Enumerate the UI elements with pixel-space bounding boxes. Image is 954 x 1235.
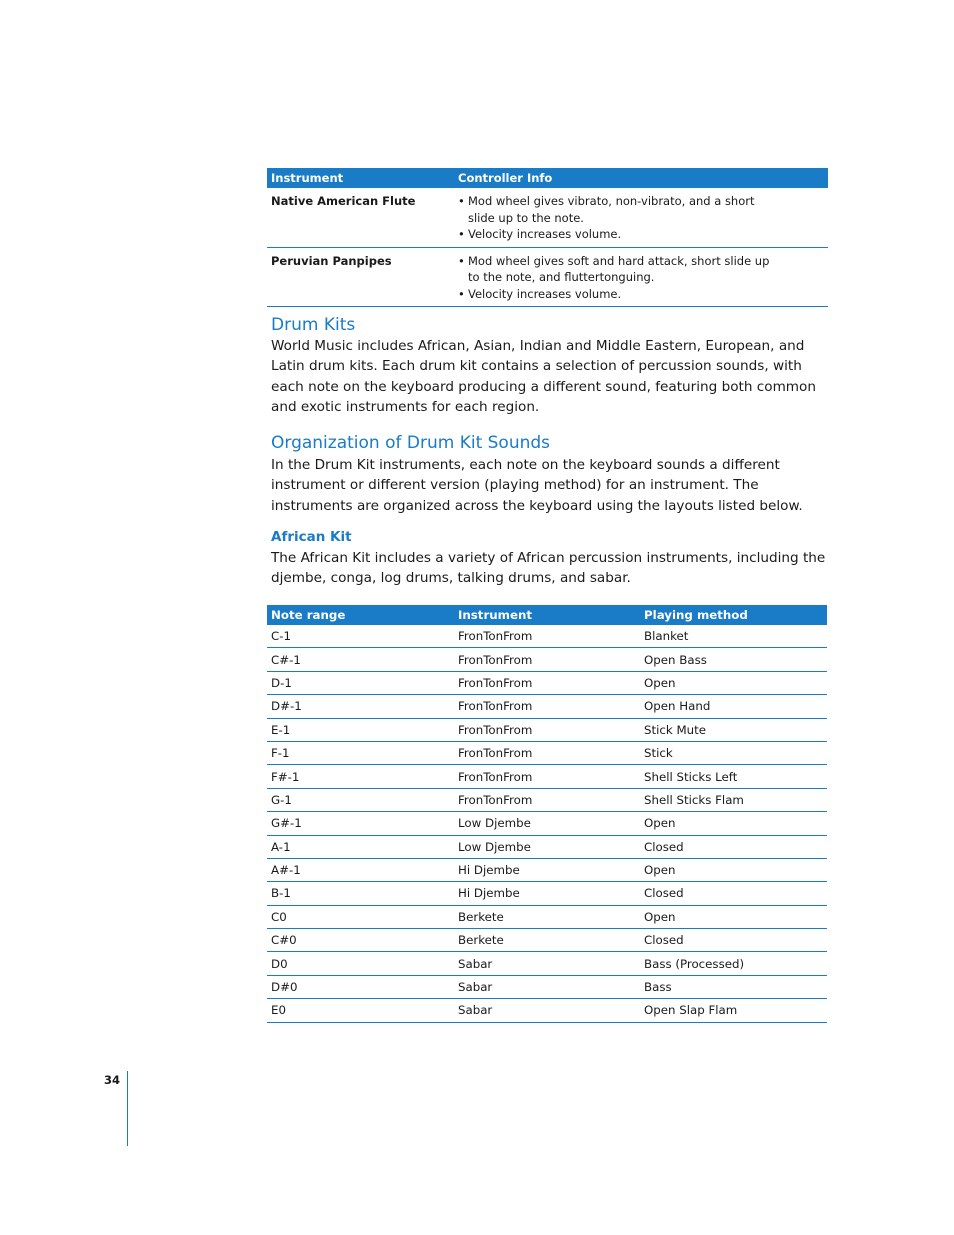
kit-table-body bbox=[267, 625, 827, 1022]
column-header-playing-method: Playing method bbox=[640, 605, 827, 625]
note-range-cell: G#-1 bbox=[267, 812, 454, 835]
table-row bbox=[267, 247, 828, 307]
playing-method-cell: Closed bbox=[640, 929, 827, 952]
playing-method-cell: Stick bbox=[640, 741, 827, 764]
playing-method-cell: Open Bass bbox=[640, 648, 827, 671]
note-range-cell: F#-1 bbox=[267, 765, 454, 788]
playing-method-cell: Open bbox=[640, 905, 827, 928]
table-row bbox=[267, 905, 827, 928]
table-row bbox=[267, 788, 827, 811]
note-range-cell: C-1 bbox=[267, 625, 454, 648]
playing-method-cell: Stick Mute bbox=[640, 718, 827, 741]
table-row bbox=[267, 188, 828, 247]
playing-method-cell: Shell Sticks Flam bbox=[640, 788, 827, 811]
organization-heading: Organization of Drum Kit Sounds bbox=[271, 433, 551, 453]
playing-method-cell: Open bbox=[640, 812, 827, 835]
table-header-row bbox=[267, 605, 827, 625]
table-row bbox=[267, 999, 827, 1022]
note-range-cell: A-1 bbox=[267, 835, 454, 858]
instrument-cell: Sabar bbox=[454, 999, 640, 1022]
african-kit-heading: African Kit bbox=[271, 529, 352, 545]
instrument-cell: Hi Djembe bbox=[454, 858, 640, 881]
playing-method-cell: Open bbox=[640, 858, 827, 881]
note-range-cell: A#-1 bbox=[267, 858, 454, 881]
table-row bbox=[267, 648, 827, 671]
column-header-instrument: Instrument bbox=[267, 168, 454, 188]
instrument-cell: Sabar bbox=[454, 952, 640, 975]
instrument-cell: FronTonFrom bbox=[454, 648, 640, 671]
playing-method-cell: Bass (Processed) bbox=[640, 952, 827, 975]
column-header-note-range: Note range bbox=[267, 605, 454, 625]
note-range-cell: C#0 bbox=[267, 929, 454, 952]
instrument-name: Native American Flute bbox=[267, 188, 454, 247]
list-item: • Mod wheel gives vibrato, non-vibrato, and a short slide up to the note. bbox=[458, 193, 778, 226]
note-range-cell: G-1 bbox=[267, 788, 454, 811]
page-number: 34 bbox=[104, 1073, 121, 1087]
table-header-row bbox=[267, 168, 828, 188]
instrument-cell: Berkete bbox=[454, 905, 640, 928]
table-row bbox=[267, 835, 827, 858]
controller-info-table bbox=[267, 168, 828, 307]
instrument-cell: FronTonFrom bbox=[454, 788, 640, 811]
instrument-cell: FronTonFrom bbox=[454, 695, 640, 718]
controller-info-cell bbox=[454, 188, 828, 247]
controller-info-list bbox=[458, 253, 778, 303]
table-row bbox=[267, 625, 827, 648]
note-range-cell: D-1 bbox=[267, 671, 454, 694]
table-row bbox=[267, 952, 827, 975]
column-header-controller-info: Controller Info bbox=[454, 168, 828, 188]
note-range-cell: D#-1 bbox=[267, 695, 454, 718]
instrument-cell: FronTonFrom bbox=[454, 765, 640, 788]
page-margin-rule bbox=[127, 1071, 128, 1146]
note-range-cell: E-1 bbox=[267, 718, 454, 741]
controller-info-cell bbox=[454, 247, 828, 307]
instrument-cell: Berkete bbox=[454, 929, 640, 952]
table-row bbox=[267, 741, 827, 764]
playing-method-cell: Open Slap Flam bbox=[640, 999, 827, 1022]
note-range-cell: E0 bbox=[267, 999, 454, 1022]
note-range-cell: F-1 bbox=[267, 741, 454, 764]
note-range-cell: D0 bbox=[267, 952, 454, 975]
playing-method-cell: Closed bbox=[640, 882, 827, 905]
playing-method-cell: Blanket bbox=[640, 625, 827, 648]
table-row bbox=[267, 671, 827, 694]
controller-info-list bbox=[458, 193, 778, 243]
note-range-cell: D#0 bbox=[267, 975, 454, 998]
column-header-instrument: Instrument bbox=[454, 605, 640, 625]
instrument-cell: Sabar bbox=[454, 975, 640, 998]
table-row bbox=[267, 812, 827, 835]
instrument-name: Peruvian Panpipes bbox=[267, 247, 454, 307]
playing-method-cell: Open bbox=[640, 671, 827, 694]
organization-body: In the Drum Kit instruments, each note on the keyboard sounds a different instrument or different version (playing method) for an instrument. The instruments are organized across the keyboard using the layouts listed below. bbox=[271, 457, 803, 514]
table-row bbox=[267, 858, 827, 881]
instrument-cell: Low Djembe bbox=[454, 835, 640, 858]
instrument-cell: FronTonFrom bbox=[454, 741, 640, 764]
instrument-cell: Low Djembe bbox=[454, 812, 640, 835]
instrument-cell: FronTonFrom bbox=[454, 718, 640, 741]
instrument-cell: Hi Djembe bbox=[454, 882, 640, 905]
note-range-cell: C0 bbox=[267, 905, 454, 928]
playing-method-cell: Closed bbox=[640, 835, 827, 858]
playing-method-cell: Shell Sticks Left bbox=[640, 765, 827, 788]
table-row bbox=[267, 718, 827, 741]
table-row bbox=[267, 929, 827, 952]
note-range-cell: B-1 bbox=[267, 882, 454, 905]
playing-method-cell: Open Hand bbox=[640, 695, 827, 718]
list-item: • Velocity increases volume. bbox=[458, 226, 778, 243]
instrument-cell: FronTonFrom bbox=[454, 625, 640, 648]
table-row bbox=[267, 695, 827, 718]
drum-kits-body: World Music includes African, Asian, Indian and Middle Eastern, European, and Latin drum kits. Each drum kit contains a selection of percussion sounds, with each note on the keyboard producing a different sound, featuring both common and exotic instruments for each region. bbox=[271, 338, 816, 415]
instrument-cell: FronTonFrom bbox=[454, 671, 640, 694]
table-row bbox=[267, 882, 827, 905]
table-row bbox=[267, 765, 827, 788]
table-row bbox=[267, 975, 827, 998]
list-item: • Mod wheel gives soft and hard attack, short slide up to the note, and fluttertonguing. bbox=[458, 253, 778, 286]
african-kit-body: The African Kit includes a variety of African percussion instruments, including the djembe, conga, log drums, talking drums, and sabar. bbox=[271, 550, 826, 587]
african-kit-table bbox=[267, 605, 827, 1023]
drum-kits-heading: Drum Kits bbox=[271, 315, 356, 335]
list-item: • Velocity increases volume. bbox=[458, 286, 778, 303]
note-range-cell: C#-1 bbox=[267, 648, 454, 671]
playing-method-cell: Bass bbox=[640, 975, 827, 998]
